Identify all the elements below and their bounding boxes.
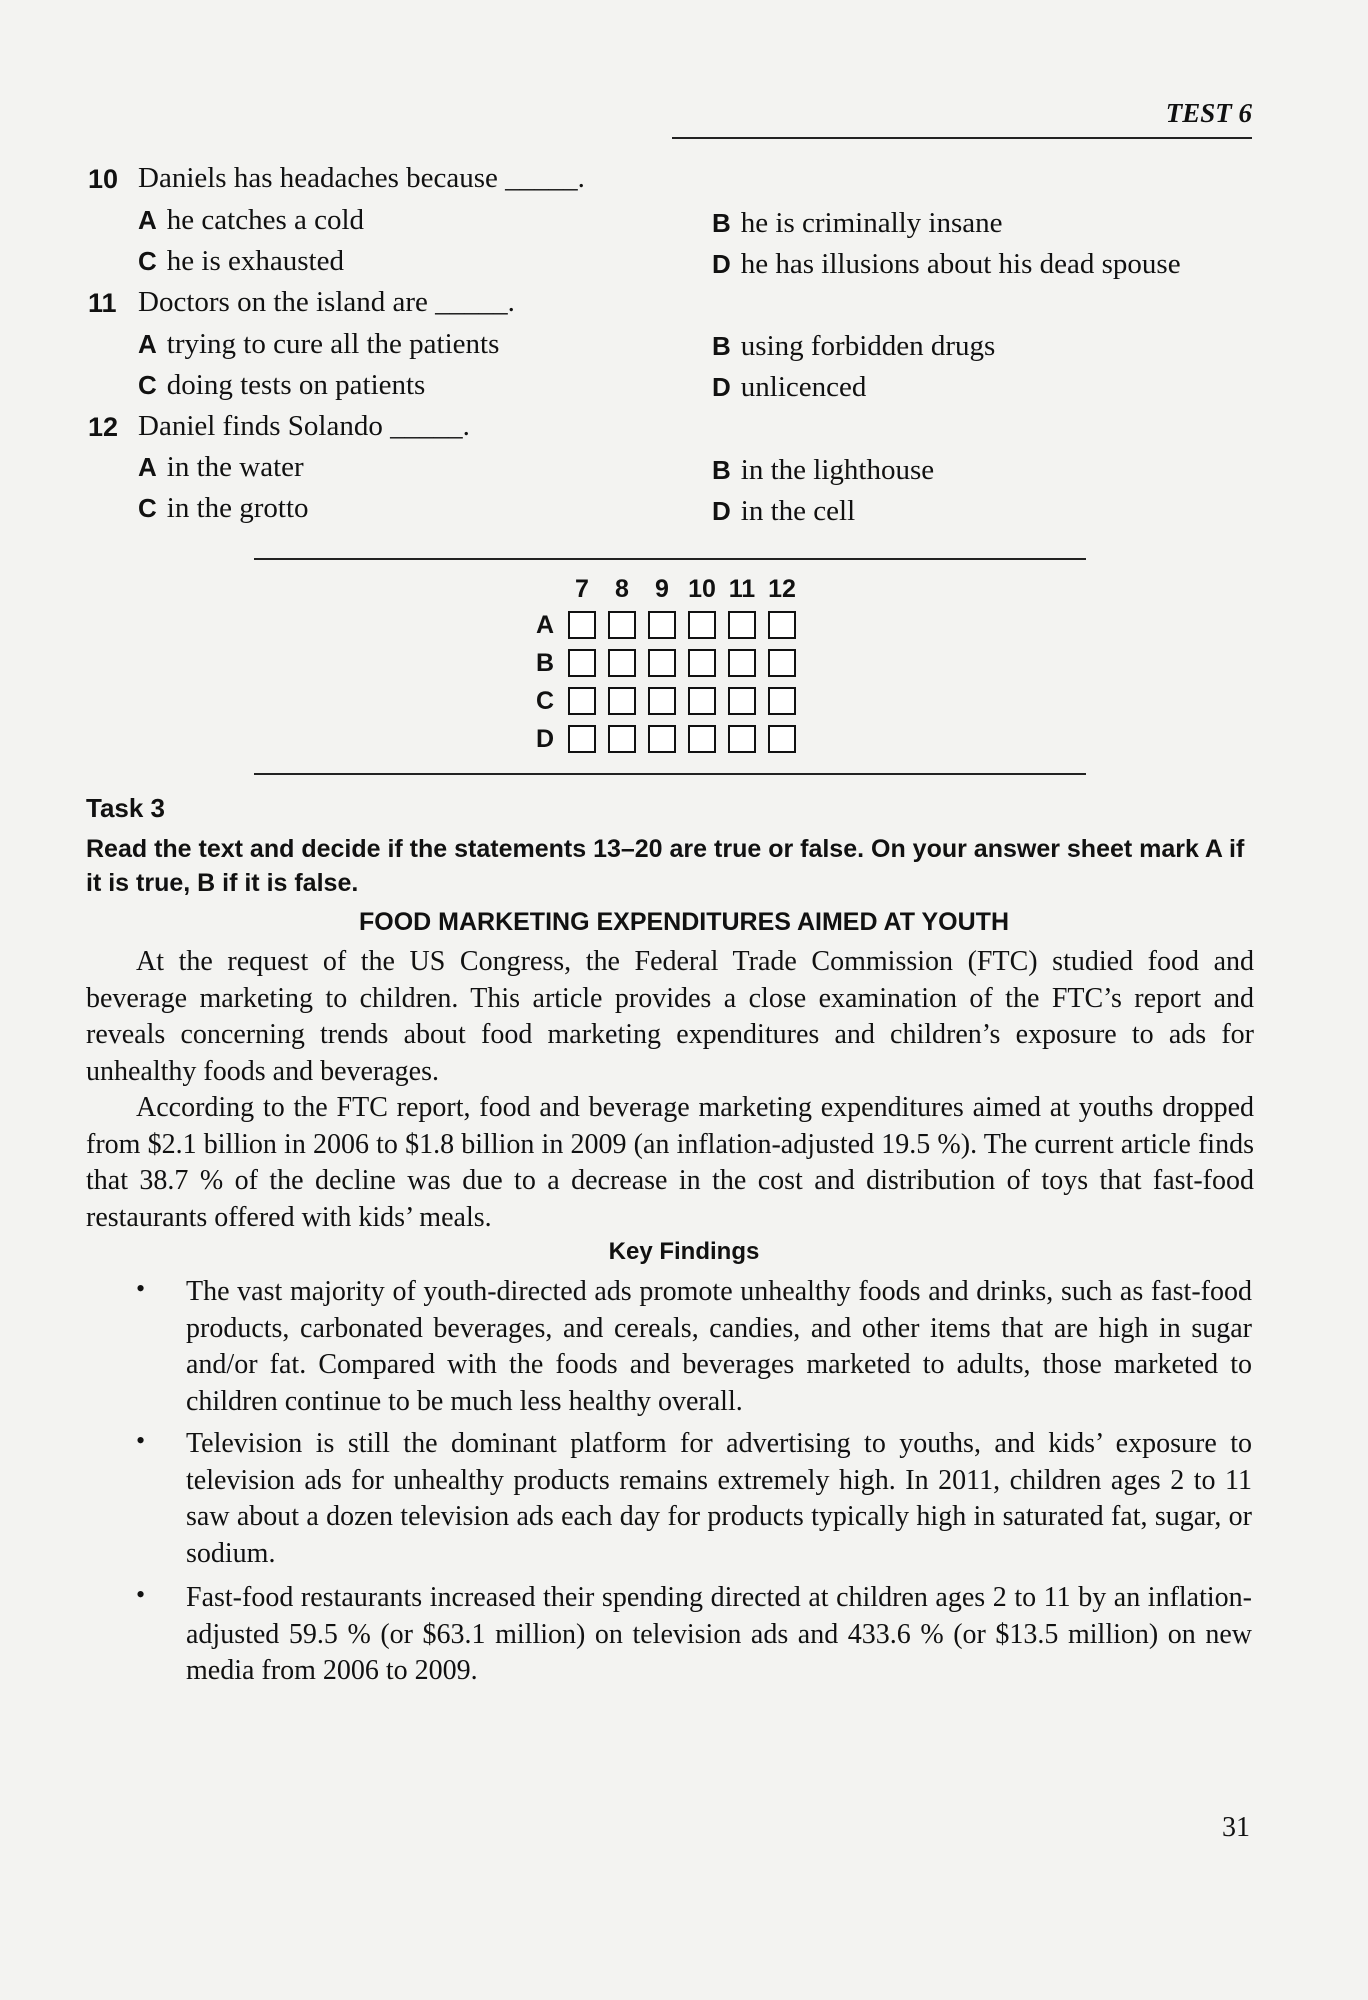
grid-cell-b-12[interactable] (768, 649, 796, 677)
grid-cell-a-8[interactable] (608, 611, 636, 639)
article-paragraph: At the request of the US Congress, the Federal Trade Commission (FTC) studied food and beverage marketing to children. This article provides a close examination of the FTC’s report and reveals concerning trends about food marketing expenditures and children’s exposure to ads for unhealthy foods and beverages. (86, 946, 1254, 1087)
option-letter: D (712, 249, 731, 279)
grid-cell-c-8[interactable] (608, 687, 636, 715)
key-finding-item: Fast-food restaurants increased their spending directed at children ages 2 to 11 by an inflation-adjusted 59.5 % (or $63.1 million) on television ads and 433.6 % (or $13.5 million) on new media from 2006 to 2009. (186, 1582, 1252, 1686)
option-letter: D (712, 496, 731, 526)
grid-column-header: 7 (575, 575, 589, 603)
option-letter: B (712, 208, 731, 238)
grid-cell-c-10[interactable] (688, 687, 716, 715)
grid-row-label: D (536, 725, 555, 753)
q12-option-a[interactable] (138, 451, 304, 484)
grid-column-header: 11 (728, 575, 756, 603)
grid-cell-c-9[interactable] (648, 687, 676, 715)
option-letter: A (138, 205, 157, 235)
option-letter: A (138, 329, 157, 359)
option-text: using forbidden drugs (740, 330, 996, 362)
grid-cell-b-11[interactable] (728, 649, 756, 677)
grid-top-rule (254, 558, 1086, 560)
article-paragraph: According to the FTC report, food and beverage marketing expenditures aimed at youths dropped from $2.1 billion in 2006 to $1.8 billion in 2009 (an inflation-adjusted 19.5 %). The current article finds that 38.7 % of the decline was due to a decrease in the cost and distribution of toys that fast-food restaurants offered with kids’ meals. (86, 1092, 1254, 1233)
grid-cell-b-10[interactable] (688, 649, 716, 677)
grid-cell-a-7[interactable] (568, 611, 596, 639)
q10-option-b[interactable] (712, 207, 1003, 240)
grid-cell-b-8[interactable] (608, 649, 636, 677)
option-text: he catches a cold (166, 204, 365, 236)
question-number: 12 (88, 412, 119, 442)
grid-cell-d-7[interactable] (568, 725, 596, 753)
grid-cell-c-11[interactable] (728, 687, 756, 715)
grid-row-label: B (536, 649, 555, 677)
grid-row-label: C (536, 687, 555, 715)
q11-option-d[interactable] (712, 371, 866, 404)
grid-cell-c-7[interactable] (568, 687, 596, 715)
option-letter: C (138, 370, 157, 400)
grid-cell-b-7[interactable] (568, 649, 596, 677)
grid-cell-a-9[interactable] (648, 611, 676, 639)
bullet-symbol: • (136, 1426, 146, 1455)
option-letter: C (138, 493, 157, 523)
option-text: unlicenced (740, 371, 867, 403)
option-letter: A (138, 452, 157, 482)
q12-option-c[interactable] (138, 492, 309, 525)
option-letter: B (712, 455, 731, 485)
grid-column-header: 9 (655, 575, 669, 603)
key-findings-title: Key Findings (608, 1238, 760, 1265)
q11-option-c[interactable] (138, 369, 425, 402)
grid-column-header: 12 (768, 575, 796, 603)
grid-cell-b-9[interactable] (648, 649, 676, 677)
option-text: doing tests on patients (166, 369, 426, 401)
article-title: FOOD MARKETING EXPENDITURES AIMED AT YOUTH (358, 908, 1010, 936)
question-number: 10 (88, 164, 119, 194)
question-stem: Daniels has headaches because _____. (138, 162, 585, 194)
grid-cell-c-12[interactable] (768, 687, 796, 715)
q10-option-d[interactable] (712, 248, 1181, 281)
grid-cell-d-11[interactable] (728, 725, 756, 753)
option-text: he is criminally insane (740, 207, 1003, 239)
grid-cell-a-10[interactable] (688, 611, 716, 639)
task-title: Task 3 (86, 793, 166, 823)
option-text: in the cell (740, 495, 856, 527)
header-rule (672, 137, 1252, 139)
option-letter: D (712, 372, 731, 402)
grid-cell-d-9[interactable] (648, 725, 676, 753)
grid-cell-d-10[interactable] (688, 725, 716, 753)
grid-bottom-rule (254, 773, 1086, 775)
q12-option-b[interactable] (712, 454, 934, 487)
grid-column-header: 10 (688, 575, 716, 603)
task-instructions: Read the text and decide if the statements 13–20 are true or false. On your answer sheet mark A if it is true, B if it is false. (86, 835, 1245, 897)
question-10 (88, 162, 585, 195)
question-stem: Doctors on the island are _____. (138, 286, 515, 318)
page-number: 31 (1222, 1812, 1250, 1843)
option-text: trying to cure all the patients (166, 328, 500, 360)
q11-option-b[interactable] (712, 330, 995, 363)
key-finding-item: The vast majority of youth-directed ads promote unhealthy foods and drinks, such as fast-food products, carbonated beverages, and cereals, candies, and other items that are high in sugar and/or fat. Compared with the foods and beverages marketed to adults, those marketed to children continue to be much less healthy overall. (186, 1276, 1252, 1417)
bullet-symbol: • (136, 1274, 146, 1303)
option-letter: C (138, 246, 157, 276)
option-text: in the grotto (166, 492, 309, 524)
q10-option-c[interactable] (138, 245, 344, 278)
grid-column-header: 8 (615, 575, 629, 603)
q10-option-a[interactable] (138, 204, 364, 237)
grid-row-label: A (536, 611, 555, 639)
question-12 (88, 410, 470, 443)
option-text: in the water (166, 451, 304, 483)
q11-option-a[interactable] (138, 328, 499, 361)
question-11 (88, 286, 515, 319)
key-finding-item: Television is still the dominant platform for advertising to youths, and kids’ exposure to television ads for unhealthy products remains extremely high. In 2011, children ages 2 to 11 saw about a dozen television ads each day for products typically high in saturated fat, sugar, or sodium. (186, 1428, 1252, 1569)
question-stem: Daniel finds Solando _____. (138, 410, 470, 442)
option-text: he is exhausted (166, 245, 344, 277)
grid-cell-a-12[interactable] (768, 611, 796, 639)
question-number: 11 (88, 288, 117, 318)
option-text: he has illusions about his dead spouse (740, 248, 1181, 280)
bullet-symbol: • (136, 1580, 146, 1609)
option-letter: B (712, 331, 731, 361)
test-label: TEST 6 (1165, 98, 1252, 128)
grid-cell-a-11[interactable] (728, 611, 756, 639)
grid-cell-d-12[interactable] (768, 725, 796, 753)
q12-option-d[interactable] (712, 495, 855, 528)
option-text: in the lighthouse (740, 454, 935, 486)
grid-cell-d-8[interactable] (608, 725, 636, 753)
